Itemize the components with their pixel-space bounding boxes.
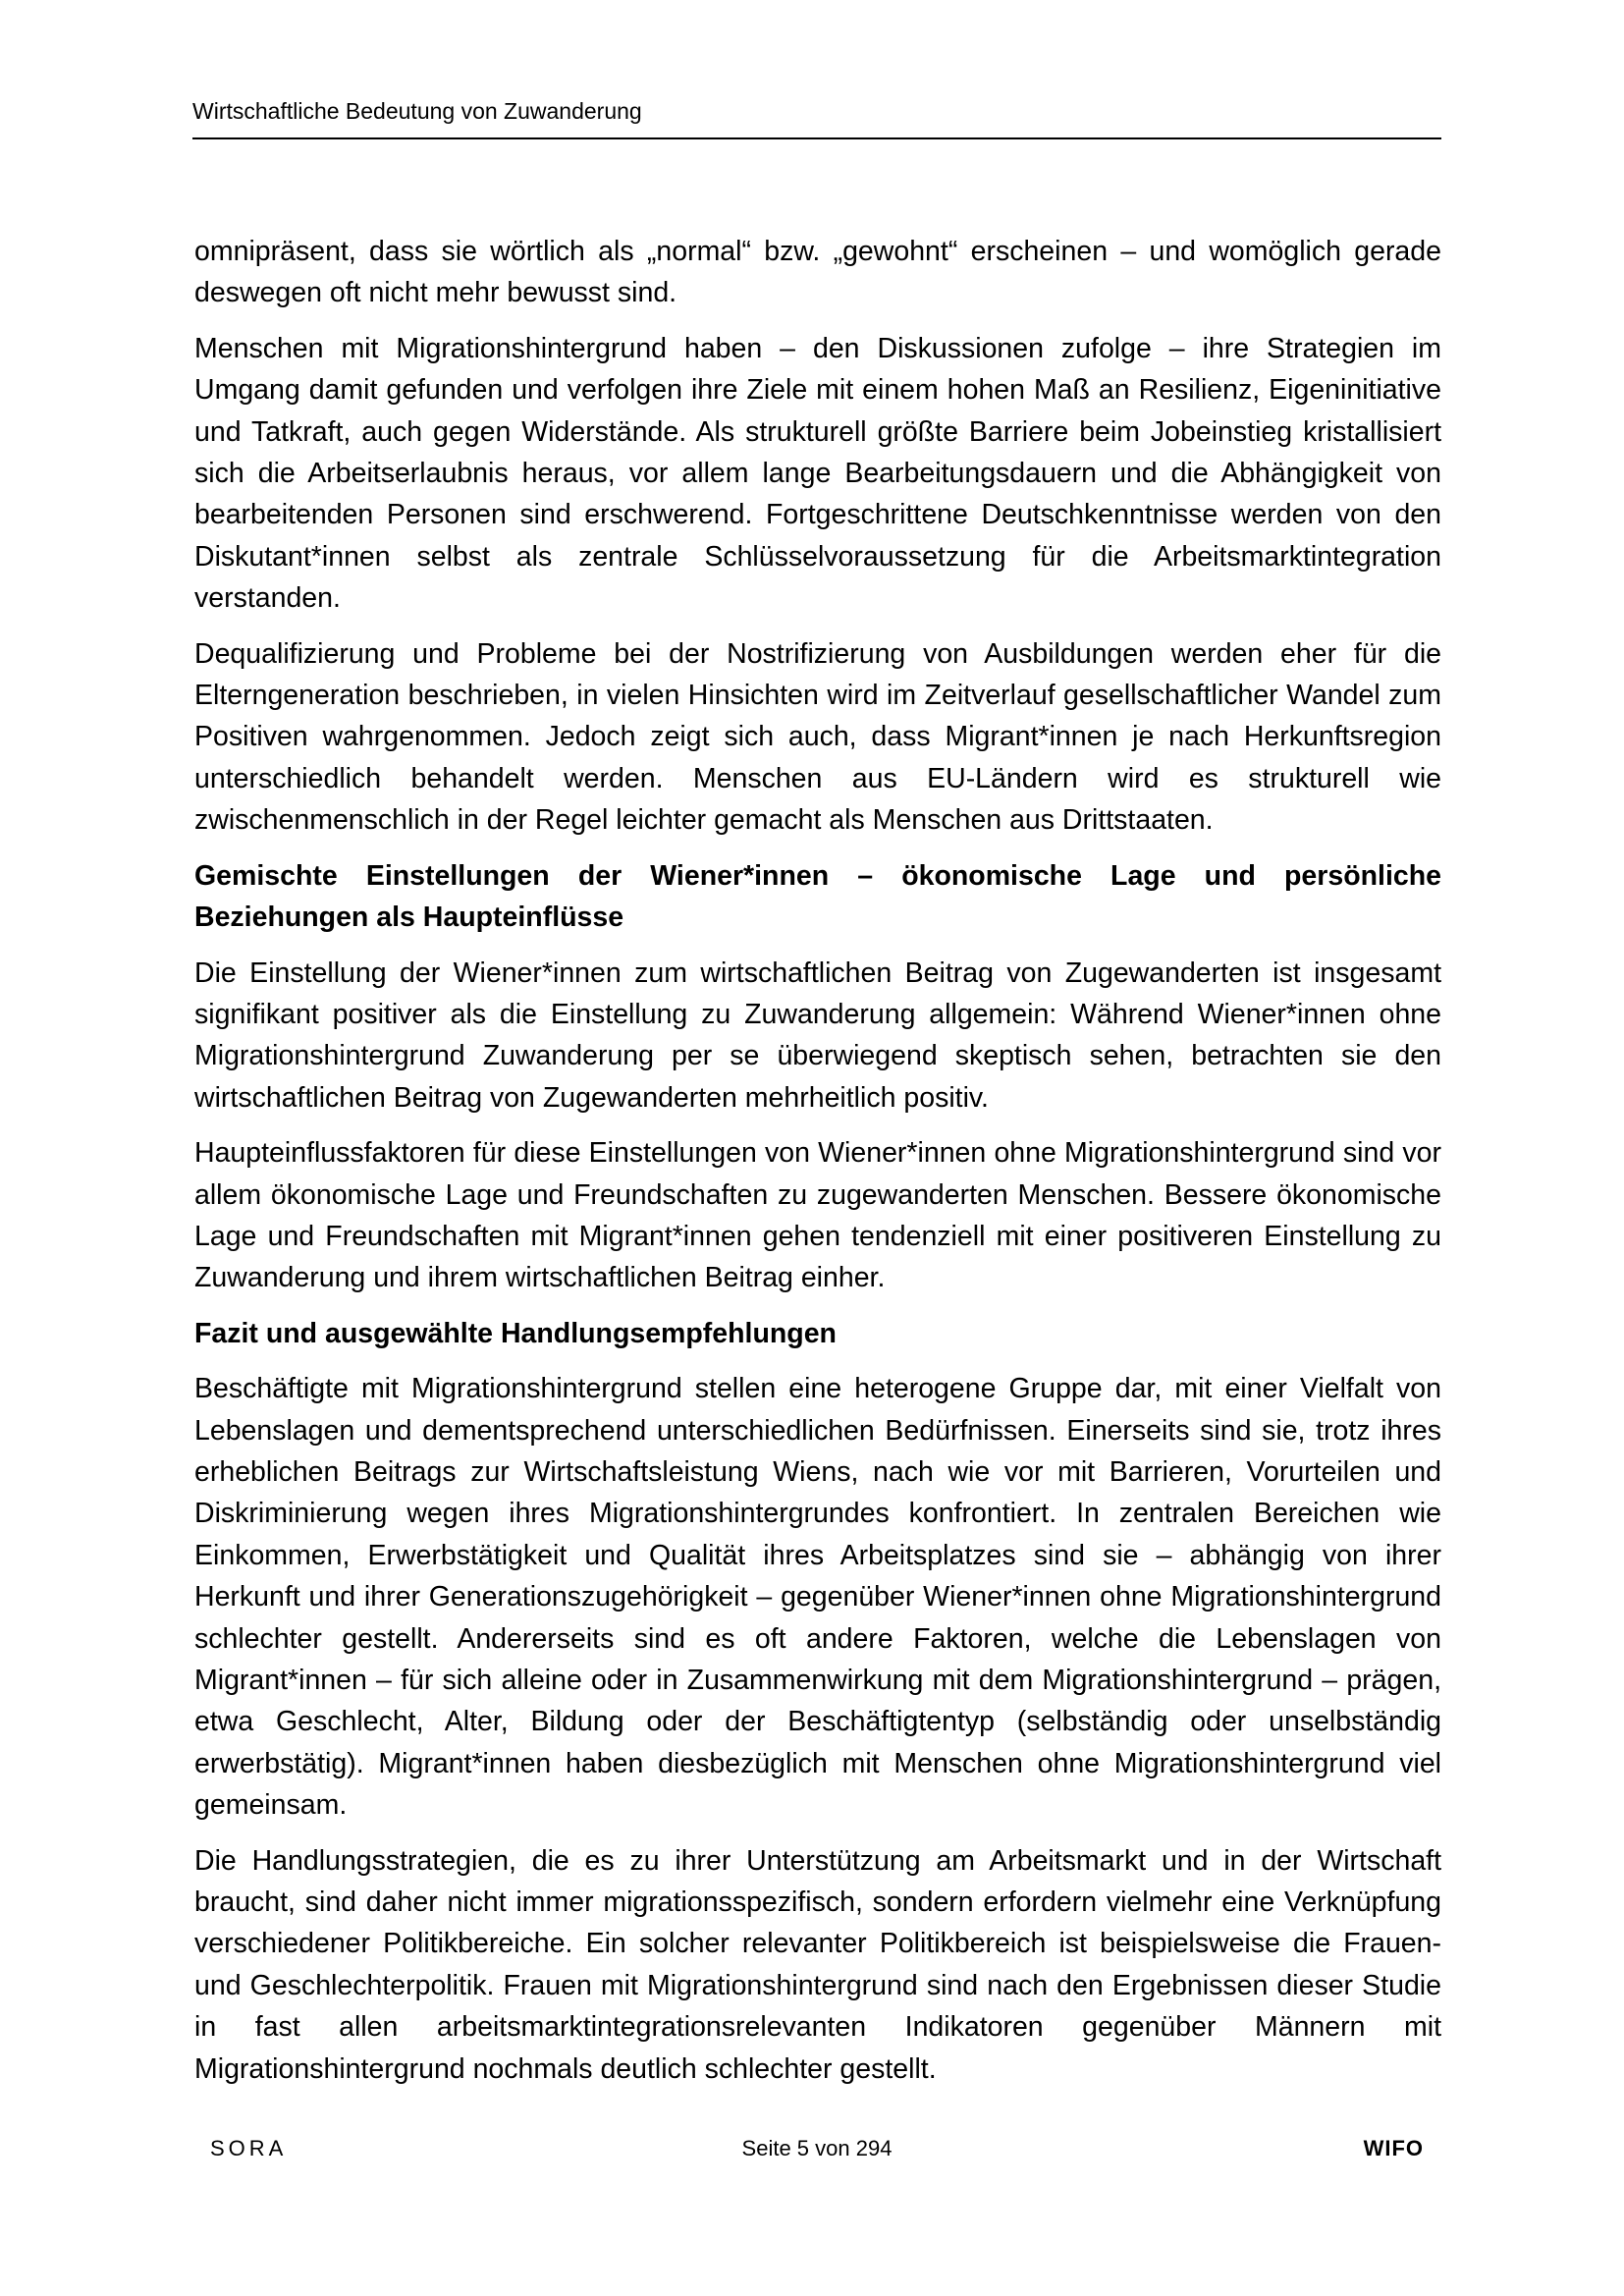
sora-logo: SORA — [210, 2136, 288, 2160]
paragraph: Die Handlungsstrategien, die es zu ihrer Unterstützung am Arbeitsmarkt und in der Wirtschaft braucht, sind daher nicht immer migrationsspezifisch, sondern erfordern vielmehr eine Verknüpfung verschiedener Politikbereiche. Ein solcher relevanter Politikbereich ist beispielsweise die Frauen- und Geschlechterpolitik. Frauen mit Migrationshintergrund sind nach den Ergebnissen dieser Studie in fast allen arbeitsmarktintegrationsrelevanten Indikatoren gegenüber Männern mit Migrationshintergrund nochmals deutlich schlechter gestellt. — [194, 1844, 1441, 2085]
paragraph: Beschäftigte mit Migrationshintergrund stellen eine heterogene Gruppe dar, mit einer Vielfalt von Lebenslagen und dementsprechend unterschiedlichen Bedürfnissen. Einerseits sind sie, trotz ihres erheblichen Beitrags zur Wirtschaftsleistung Wiens, nach wie vor mit Barrieren, Vorurteilen und Diskriminierung wegen ihres Migrationshintergrundes konfrontiert. In zentralen Bereichen wie Einkommen, Erwerbstätigkeit und Qualität ihres Arbeitsplatzes sind sie – abhängig von ihrer Herkunft und ihrer Generationszugehörigkeit – gegenüber Wiener*innen ohne Migrationshintergrund schlechter gestellt. Andererseits sind es oft andere Faktoren, welche die Lebenslagen von Migrant*innen – für sich alleine oder in Zusammenwirkung mit dem Migrationshintergrund – prägen, etwa Geschlecht, Alter, Bildung oder der Beschäftigtentyp (selbständig oder unselbständig erwerbstätig). Migrant*innen haben diesbezüglich mit Menschen ohne Migrationshintergrund viel gemeinsam. — [194, 1373, 1441, 1822]
paragraph: Menschen mit Migrationshintergrund haben – den Diskussionen zufolge – ihre Strategien im Umgang damit gefunden und verfolgen ihre Ziele mit einem hohen Maß an Resilienz, Eigeninitiative und Tatkraft, auch gegen Widerstände. Als strukturell größte Barriere beim Jobeinstieg kristallisiert sich die Arbeitserlaubnis heraus, vor allem lange Bearbeitungsdauern und die Abhängigkeit von bearbeitenden Personen sind erschwerend. Fortgeschrittene Deutschkenntnisse werden von den Diskutant*innen selbst als zentrale Schlüsselvoraussetzung für die Arbeitsmarktintegration verstanden. — [194, 332, 1441, 615]
section-heading: Gemischte Einstellungen der Wiener*innen – ökonomische Lage und persönliche Beziehungen als Haupteinflüsse — [194, 859, 1441, 934]
page-number: Seite 5 von 294 — [741, 2136, 893, 2160]
running-title: Wirtschaftliche Bedeutung von Zuwanderung — [192, 98, 642, 124]
page-footer — [192, 2131, 1441, 2170]
paragraph: Haupteinflussfaktoren für diese Einstellungen von Wiener*innen ohne Migrationshintergrund sind vor allem ökonomische Lage und Freundschaften zu zugewanderten Menschen. Bessere ökonomische Lage und Freundschaften mit Migrant*innen gehen tendenziell mit einer positiveren Einstellung zu Zuwanderung und ihrem wirtschaftlichen Beitrag einher. — [194, 1137, 1441, 1294]
paragraph: Die Einstellung der Wiener*innen zum wirtschaftlichen Beitrag von Zugewanderten ist insgesamt signifikant positiver als die Einstellung zu Zuwanderung allgemein: Während Wiener*innen ohne Migrationshintergrund Zuwanderung per se überwiegend skeptisch sehen, betrachten sie den wirtschaftlichen Beitrag von Zugewanderten mehrheitlich positiv. — [194, 957, 1441, 1114]
paragraph: Dequalifizierung und Probleme bei der Nostrifizierung von Ausbildungen werden eher für die Elterngeneration beschrieben, in vielen Hinsichten wird im Zeitverlauf gesellschaftlicher Wandel zum Positiven wahrgenommen. Jedoch zeigt sich auch, dass Migrant*innen je nach Herkunftsregion unterschiedlich behandelt werden. Menschen aus EU-Ländern wird es strukturell wie zwischenmenschlich in der Regel leichter gemacht als Menschen aus Drittstaaten. — [194, 637, 1441, 837]
paragraph: omnipräsent, dass sie wörtlich als „normal“ bzw. „gewohnt“ erscheinen – und womöglich gerade deswegen oft nicht mehr bewusst sind. — [194, 236, 1441, 309]
page-header — [192, 96, 1441, 139]
document-body — [194, 231, 1441, 2104]
section-heading: Fazit und ausgewählte Handlungsempfehlungen — [194, 1317, 837, 1349]
wifo-logo: WIFO — [1363, 2136, 1424, 2160]
